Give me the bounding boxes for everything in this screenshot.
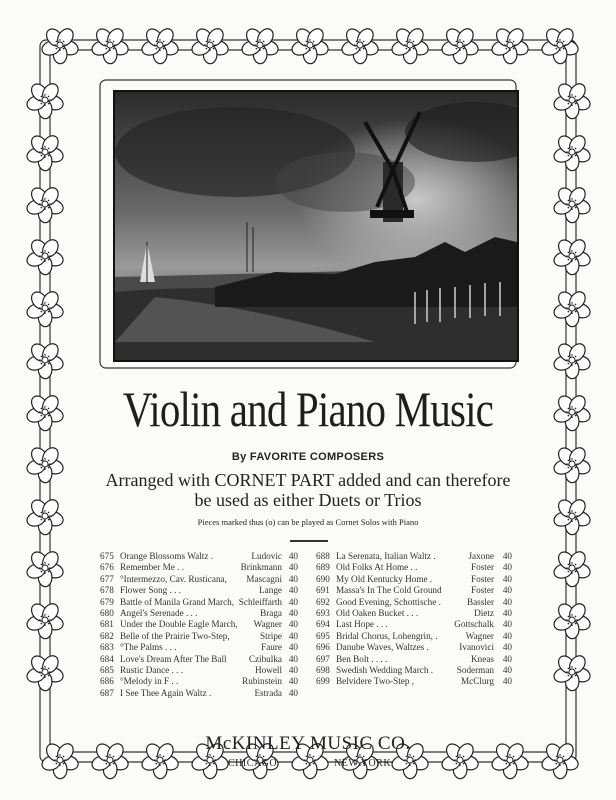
catalog-title: Massa's In The Cold Ground	[336, 585, 442, 596]
catalog-num: 693	[316, 607, 330, 618]
flower-ornament	[552, 549, 592, 587]
cornet-solo-note: Pieces marked thus (o) can be played as Cornet Solos with Piano	[197, 517, 419, 527]
flower-ornament	[440, 26, 480, 64]
catalog-title: Danube Waves, Waltzes .	[336, 642, 429, 653]
catalog-title: Remember Me . .	[120, 562, 185, 573]
catalog-composer: Stripe	[260, 630, 282, 641]
catalog-price: 40	[502, 551, 512, 561]
flower-ornament	[290, 26, 330, 64]
arranged-line-2: be used as either Duets or Trios	[194, 490, 422, 510]
city-chicago: CHICAGO	[228, 758, 278, 769]
catalog-price: 40	[288, 596, 298, 607]
catalog-composer: Foster	[471, 585, 494, 596]
catalog-row	[316, 631, 512, 642]
catalog-composer: Kneas	[471, 653, 494, 664]
catalog-row	[100, 619, 300, 630]
catalog-composer: Howell	[254, 664, 282, 675]
flower-ornament	[552, 601, 592, 639]
catalog-title: Good Evening, Schottische .	[336, 596, 441, 607]
flower-ornament	[25, 289, 65, 327]
catalog-num: 686	[100, 676, 114, 687]
catalog-title: Swedish Wedding March .	[336, 664, 434, 675]
catalog-num: 681	[100, 619, 114, 630]
catalog-list-left	[100, 551, 300, 699]
catalog-title: Old Oaken Bucket . . .	[336, 607, 419, 618]
catalog-title: I See Thee Again Waltz .	[120, 687, 212, 698]
catalog-num: 694	[316, 619, 330, 630]
catalog-price: 40	[502, 596, 512, 607]
catalog-num: 678	[100, 585, 114, 596]
catalog-price: 40	[288, 664, 298, 675]
flower-ornament	[25, 237, 65, 275]
catalog-composer: Rubinstein	[242, 676, 282, 687]
catalog-title: °The Palms . . .	[120, 642, 177, 653]
catalog-row	[100, 551, 300, 562]
catalog-row	[316, 619, 512, 630]
flower-ornament	[190, 26, 230, 64]
catalog-row	[100, 665, 300, 676]
catalog-price: 40	[502, 607, 512, 618]
catalog-price: 40	[288, 562, 298, 573]
catalog-row	[100, 631, 300, 642]
catalog-num: 680	[100, 607, 114, 618]
catalog-title: Last Hope . . .	[336, 619, 388, 630]
catalog-row	[316, 585, 512, 596]
catalog-title: Belle of the Prairie Two-Step,	[120, 630, 230, 641]
catalog-price: 40	[502, 664, 512, 675]
catalog-composer: Jaxone	[468, 551, 494, 561]
catalog-title: Rustic Dance . . .	[120, 664, 184, 675]
catalog-composer: Estrada	[254, 687, 282, 698]
catalog-row	[100, 597, 300, 608]
catalog-price: 40	[288, 642, 298, 653]
catalog-title: Angel's Serenade . . .	[120, 607, 198, 618]
catalog-row	[100, 574, 300, 585]
catalog-num: 684	[100, 653, 114, 664]
flower-ornament	[25, 185, 65, 223]
catalog-row	[100, 654, 300, 665]
catalog-composer: McClurg	[460, 676, 494, 687]
flower-ornament	[25, 133, 65, 171]
catalog-num: 676	[100, 562, 114, 573]
catalog-row	[100, 676, 300, 687]
catalog-row	[316, 562, 512, 573]
catalog-row	[100, 688, 300, 699]
catalog-composer: Foster	[471, 562, 494, 573]
catalog-row	[100, 642, 300, 653]
catalog-title: Belvidere Two-Step ,	[336, 676, 415, 687]
catalog-num: 687	[100, 687, 114, 698]
divider	[290, 540, 328, 542]
catalog-title: Old Folks At Home . .	[336, 562, 418, 573]
catalog-row	[100, 562, 300, 573]
publisher-name: McKINLEY MUSIC CO.	[205, 733, 411, 754]
catalog-row	[316, 608, 512, 619]
catalog-title: Ben Bolt . . . .	[336, 653, 388, 664]
catalog-composer: Faure	[261, 642, 282, 653]
catalog-title: My Old Kentucky Home .	[336, 573, 433, 584]
catalog-row	[316, 642, 512, 653]
catalog-num: 692	[316, 596, 330, 607]
flower-ornament	[25, 653, 65, 691]
flower-ornament	[25, 549, 65, 587]
catalog-title: °Intermezzo, Cav. Rusticana,	[120, 573, 227, 584]
catalog-num: 695	[316, 630, 330, 641]
flower-ornament	[490, 26, 530, 64]
catalog-row	[100, 608, 300, 619]
catalog-row	[316, 654, 512, 665]
catalog-price: 40	[502, 573, 512, 584]
flower-ornament	[552, 185, 592, 223]
catalog-title: Orange Blossoms Waltz .	[120, 551, 213, 561]
catalog-composer: Mascagni	[246, 573, 282, 584]
catalog-row	[316, 597, 512, 608]
flower-ornament	[140, 26, 180, 64]
catalog-num: 696	[316, 642, 330, 653]
catalog-price: 40	[288, 619, 298, 630]
catalog-num: 682	[100, 630, 114, 641]
catalog-price: 40	[502, 619, 512, 630]
flower-ornament	[552, 133, 592, 171]
catalog-title: Bridal Chorus, Lohengrin, .	[336, 630, 438, 641]
catalog-row	[316, 574, 512, 585]
page-title: Violin and Piano Music	[122, 381, 494, 437]
catalog-num: 690	[316, 573, 330, 584]
catalog-composer: Bassler	[466, 596, 494, 607]
flower-ornament	[90, 26, 130, 64]
catalog-num: 685	[100, 664, 114, 675]
catalog-title: Love's Dream After The Ball	[120, 653, 227, 664]
catalog-composer: Wagner	[253, 619, 282, 630]
catalog-composer: Braga	[260, 607, 282, 618]
catalog-price: 40	[288, 585, 298, 596]
catalog-price: 40	[288, 573, 298, 584]
catalog-price: 40	[288, 653, 298, 664]
catalog-price: 40	[288, 551, 298, 561]
catalog-num: 683	[100, 642, 114, 653]
windmill-painting	[113, 90, 519, 362]
catalog-composer: Ivanovici	[459, 642, 494, 653]
catalog-num: 699	[316, 676, 330, 687]
catalog-price: 40	[288, 687, 298, 698]
flower-ornament	[240, 26, 280, 64]
catalog-composer: Dietz	[474, 607, 494, 618]
catalog-price: 40	[502, 642, 512, 653]
catalog-num: 697	[316, 653, 330, 664]
catalog-num: 675	[100, 551, 114, 561]
catalog-composer: Gottschalk	[454, 619, 494, 630]
catalog-composer: Czibulka	[248, 653, 282, 664]
catalog-num: 679	[100, 596, 114, 607]
catalog-num: 698	[316, 664, 330, 675]
catalog-row	[316, 676, 512, 687]
flower-ornament	[552, 341, 592, 379]
catalog-price: 40	[502, 562, 512, 573]
city-new-york: NEW YORK	[334, 758, 392, 769]
catalog-row	[316, 551, 512, 562]
catalog-title: La Serenata, Italian Waltz .	[336, 551, 436, 561]
catalog-composer: Schleiffarth	[238, 596, 282, 607]
flower-ornament	[540, 26, 580, 64]
catalog-num: 677	[100, 573, 114, 584]
catalog-price: 40	[502, 653, 512, 664]
catalog-num: 689	[316, 562, 330, 573]
byline: By FAVORITE COMPOSERS	[231, 451, 385, 463]
catalog-composer: Ludovic	[251, 551, 282, 561]
catalog-num: 691	[316, 585, 330, 596]
catalog-price: 40	[502, 585, 512, 596]
flower-ornament	[552, 237, 592, 275]
arranged-line-1: Arranged with CORNET PART added and can therefore	[105, 470, 511, 490]
catalog-price: 40	[288, 630, 298, 641]
catalog-price: 40	[288, 676, 298, 687]
catalog-list-right	[316, 551, 512, 688]
flower-ornament	[340, 26, 380, 64]
catalog-title: Flower Song . . .	[120, 585, 181, 596]
catalog-num: 688	[316, 551, 330, 561]
catalog-price: 40	[502, 630, 512, 641]
catalog-row	[316, 665, 512, 676]
catalog-price: 40	[502, 676, 512, 687]
catalog-composer: Lange	[259, 585, 282, 596]
catalog-composer: Soderman	[456, 664, 494, 675]
catalog-composer: Foster	[471, 573, 494, 584]
catalog-title: Battle of Manila Grand March,	[120, 596, 235, 607]
flower-ornament	[25, 81, 65, 119]
catalog-title: °Melody in F . .	[120, 676, 179, 687]
flower-ornament	[40, 26, 80, 64]
flower-ornament	[25, 341, 65, 379]
flower-ornament	[25, 601, 65, 639]
catalog-price: 40	[288, 607, 298, 618]
flower-ornament	[552, 289, 592, 327]
catalog-title: Under the Double Eagle March,	[120, 619, 238, 630]
flower-ornament	[552, 81, 592, 119]
catalog-row	[100, 585, 300, 596]
flower-ornament	[552, 653, 592, 691]
catalog-composer: Wagner	[465, 630, 494, 641]
flower-ornament	[390, 26, 430, 64]
catalog-composer: Brinkmann	[240, 562, 282, 573]
